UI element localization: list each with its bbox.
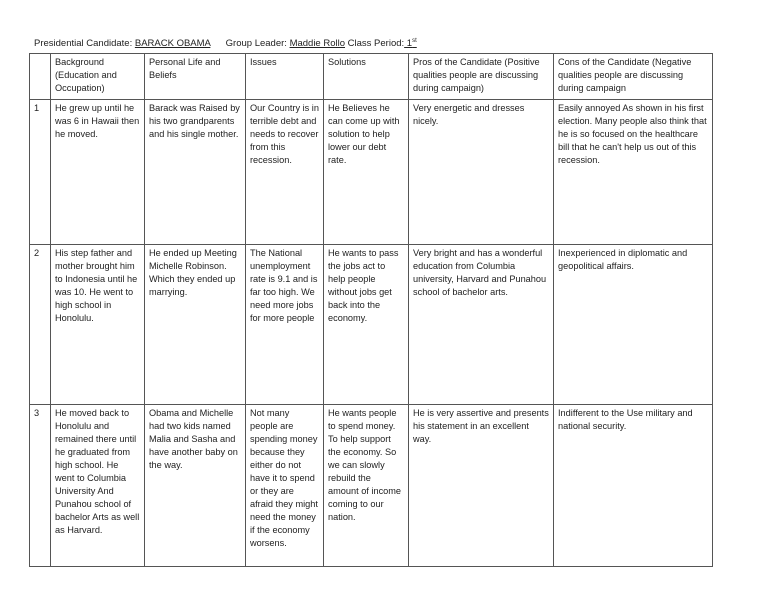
row-number: 3 <box>30 405 51 567</box>
background-cell: He moved back to Honolulu and remained there until he graduated from high school. He went to Columbia University And Punahou school of bachelor Arts as well as Harvard. <box>51 405 145 567</box>
class-period-suffix: st <box>412 38 417 44</box>
candidate-label: Presidential Candidate: <box>34 38 133 50</box>
cons-cell: Indifferent to the Use military and national security. <box>554 405 713 567</box>
column-header-pros: Pros of the Candidate (Positive qualities people are discussing during campaign) <box>409 54 554 100</box>
pros-cell: Very energetic and dresses nicely. <box>409 100 554 245</box>
candidate-name: BARACK OBAMA <box>134 38 211 50</box>
column-header-personal-life: Personal Life and Beliefs <box>145 54 246 100</box>
candidate-table <box>29 53 713 567</box>
column-header-issues: Issues <box>246 54 324 100</box>
column-header-solutions: Solutions <box>324 54 409 100</box>
column-header-cons: Cons of the Candidate (Negative qualities people are discussing during campaign <box>554 54 713 100</box>
pros-cell: He is very assertive and presents his statement in an excellent way. <box>409 405 554 567</box>
personal-life-cell: He ended up Meeting Michelle Robinson. Which they ended up marrying. <box>145 245 246 405</box>
column-header-background: Background (Education and Occupation) <box>51 54 145 100</box>
background-cell: His step father and mother brought him to Indonesia until he was 10. He went to high school in Honolulu. <box>51 245 145 405</box>
cons-cell: Easily annoyed As shown in his first election. Many people also think that he is so focused on the healthcare bill that he can't help us out of this recession. <box>554 100 713 245</box>
issues-cell: Our Country is in terrible debt and needs to recover from this recession. <box>246 100 324 245</box>
issues-cell: Not many people are spending money because they either do not have it to spend or they are afraid they might need the money if the economy worsens. <box>246 405 324 567</box>
table-row <box>30 245 713 405</box>
personal-life-cell: Obama and Michelle had two kids named Malia and Sasha and have another baby on the way. <box>145 405 246 567</box>
personal-life-cell: Barack was Raised by his two grandparents and his single mother. <box>145 100 246 245</box>
table-row <box>30 100 713 245</box>
class-period-label: Class Period: <box>347 38 405 50</box>
group-leader-name: Maddie Rollo <box>289 38 346 50</box>
row-number: 2 <box>30 245 51 405</box>
solutions-cell: He wants to pass the jobs act to help people without jobs get back into the economy. <box>324 245 409 405</box>
pros-cell: Very bright and has a wonderful education from Columbia university, Harvard and Punahou school of bachelor arts. <box>409 245 554 405</box>
header-row <box>30 54 713 100</box>
group-leader-label: Group Leader: <box>225 38 287 50</box>
row-number: 1 <box>30 100 51 245</box>
document-header <box>34 38 417 49</box>
solutions-cell: He Believes he can come up with solution to help lower our debt rate. <box>324 100 409 245</box>
background-cell: He grew up until he was 6 in Hawaii then he moved. <box>51 100 145 245</box>
issues-cell: The National unemployment rate is 9.1 and is far too high. We need more jobs for more people <box>246 245 324 405</box>
class-period-value: 1st <box>404 38 417 50</box>
cons-cell: Inexperienced in diplomatic and geopolitical affairs. <box>554 245 713 405</box>
solutions-cell: He wants people to spend money. To help support the economy. So we can slowly rebuild the amount of income coming to our nation. <box>324 405 409 567</box>
table-row <box>30 405 713 567</box>
column-header-number <box>30 54 51 100</box>
